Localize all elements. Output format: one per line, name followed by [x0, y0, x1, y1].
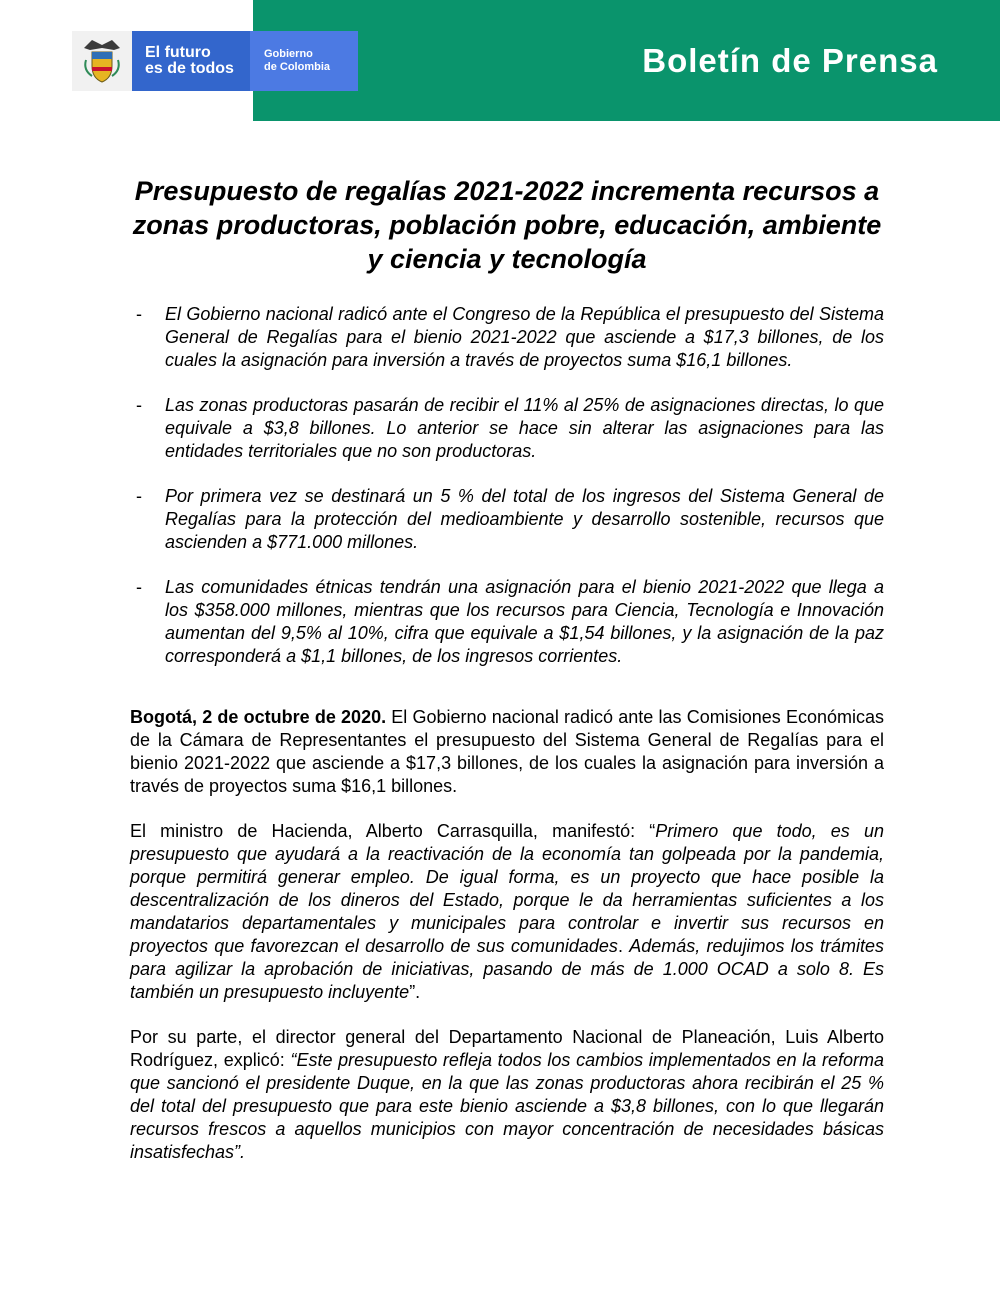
quote-intro: Por su parte, el director general del Departamento Nacional de Planeación, Luis Alberto Rodríguez, explicó:	[130, 1027, 884, 1070]
quote-text: Además, redujimos los trámites para agilizar la aprobación de iniciativas, pasando de más de 1.000 OCAD a solo 8. Es también un presupuesto incluyente	[130, 936, 884, 1002]
government-name-block	[250, 31, 358, 91]
summary-bullet	[130, 485, 884, 554]
bulletin-title: Boletín de Prensa	[642, 42, 938, 79]
bullet-text: Por primera vez se destinará un 5 % del total de los ingresos del Sistema General de Regalías para la protección del medioambiente y desarrollo sostenible, recursos que ascienden a $771.000 millones.	[165, 486, 884, 552]
quote-intro: El ministro de Hacienda, Alberto Carrasquilla, manifestó: “	[130, 821, 656, 841]
paragraph-dnp-quote	[130, 1026, 884, 1164]
bullet-marker: -	[136, 486, 142, 506]
article-body	[130, 706, 884, 1186]
summary-bullet	[130, 303, 884, 372]
paragraph-dateline	[130, 706, 884, 798]
quote-text: Primero que todo, es un presupuesto que ayudará a la reactivación de la economía tan golpeada por la pandemia, porque permitirá generar empleo. De igual forma, es un proyecto que hace posible la descentralización de los dineros del Estado, porque le da herramientas suficientes a los mandatarios departamentales y municipales para controlar e invertir sus recursos en proyectos que favorezcan el desarrollo de sus comunidades	[130, 821, 884, 956]
gov-line-1: Gobierno	[264, 48, 313, 60]
government-logo	[72, 31, 358, 91]
paragraph-minister-quote	[130, 820, 884, 1004]
quote-text: “Este presupuesto refleja todos los cambios implementados en la reforma que sancionó el presidente Duque, en la que las zonas productoras ahora recibirán el 25 % del total del presupuesto que para este bienio asciende a $3,8 billones, con lo que llegarán recursos frescos a aquellos municipios con mayor concentración de necesidades básicas insatisfechas”.	[130, 1050, 884, 1162]
slogan-line-1: El futuro	[145, 44, 211, 61]
bullet-marker: -	[136, 304, 142, 324]
header-band	[253, 0, 1000, 121]
paragraph-text: El Gobierno nacional radicó ante las Comisiones Económicas de la Cámara de Representantes el presupuesto del Sistema General de Regalías para el bienio 2021-2022 que asciende a $17,3 billones, de los cuales la asignación para inversión a través de proyectos suma $16,1 billones.	[130, 707, 884, 796]
summary-bullet	[130, 394, 884, 463]
colombia-coat-of-arms-icon	[72, 31, 132, 91]
bullet-text: El Gobierno nacional radicó ante el Congreso de la República el presupuesto del Sistema General de Regalías para el bienio 2021-2022 que asciende a $17,3 billones, de los cuales la asignación para inversión a través de proyectos suma $16,1 billones.	[165, 304, 884, 370]
summary-bullets	[130, 303, 884, 690]
slogan-block	[132, 31, 250, 91]
quote-end: ”.	[409, 982, 421, 1002]
bullet-text: Las zonas productoras pasarán de recibir el 11% al 25% de asignaciones directas, lo que equivale a $3,8 billones. Lo anterior se hace sin alterar las asignaciones para las entidades territoriales que no son productoras.	[165, 395, 884, 461]
summary-bullet	[130, 576, 884, 668]
slogan-line-2: es de todos	[145, 60, 234, 77]
quote-separator: .	[617, 936, 630, 956]
bullet-text: Las comunidades étnicas tendrán una asignación para el bienio 2021-2022 que llega a los $358.000 millones, mientras que los recursos para Ciencia, Tecnología e Innovación aumentan del 9,5% al 10%, cifra que equivale a $1,54 billones, y la asignación de la paz corresponderá a $1,1 billones, de los ingresos corrientes.	[165, 577, 884, 666]
bullet-marker: -	[136, 395, 142, 415]
dateline: Bogotá, 2 de octubre de 2020.	[130, 707, 387, 727]
bullet-marker: -	[136, 577, 142, 597]
gov-line-2: de Colombia	[264, 61, 331, 73]
article-title: Presupuesto de regalías 2021-2022 incrementa recursos a zonas productoras, población pobre, educación, ambiente y ciencia y tecnología	[132, 176, 882, 274]
